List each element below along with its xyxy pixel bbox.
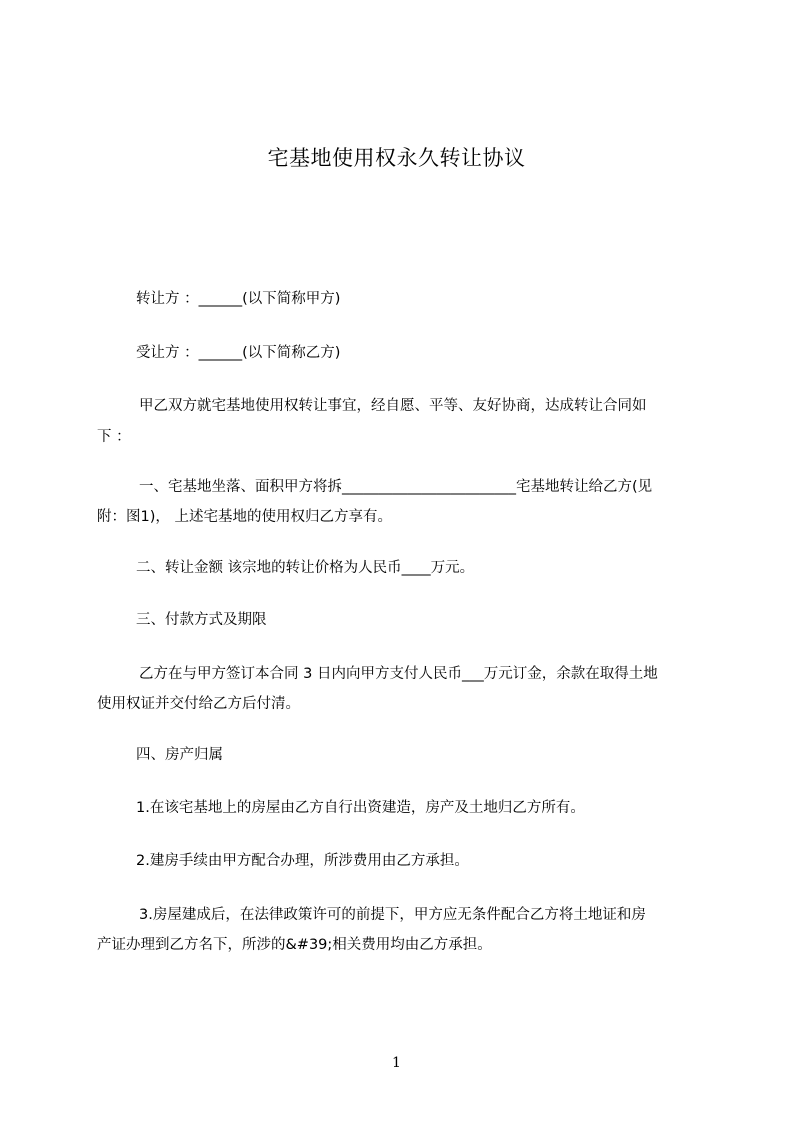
section3-heading: 三、付款方式及期限	[136, 612, 267, 628]
intro-paragraph-line-1: 甲乙双方就宅基地使用权转让事宜，经自愿、平等、友好协商，达成转让合同如	[139, 398, 647, 414]
section4-item-3-line-1: 3.房屋建成后，在法律政策许可的前提下，甲方应无条件配合乙方将土地证和房	[139, 907, 646, 923]
transferor-line: 转让方 ：______(以下简称甲方)	[136, 291, 341, 307]
section4-item-3-line-2: 产证办理到乙方名下，所涉的&#39;相关费用均由乙方承担。	[97, 937, 492, 953]
document-title: 宅基地使用权永久转让协议	[267, 146, 526, 170]
section3-line-2: 使用权证并交付给乙方后付清。	[97, 696, 300, 712]
section4-heading: 四、房产归属	[136, 747, 223, 763]
intro-paragraph-line-2: 下 ：	[97, 429, 131, 445]
section4-item-2: 2.建房手续由甲方配合办理，所涉费用由乙方承担。	[136, 853, 469, 869]
section1-line-2: 附：图1)， 上述宅基地的使用权归乙方享有。	[97, 509, 392, 525]
section4-item-1: 1.在该宅基地上的房屋由乙方自行出资建造，房产及土地归乙方所有。	[136, 800, 585, 816]
section1-line-1: 一、宅基地坐落、面积甲方将拆________________________宅基地转让给乙方(见	[139, 479, 653, 495]
transferee-line: 受让方 ：______(以下简称乙方)	[136, 345, 341, 361]
page-number: 1	[392, 1055, 401, 1071]
section2-line: 二、转让金额 该宗地的转让价格为人民币____万元。	[136, 560, 475, 576]
section3-line-1: 乙方在与甲方签订本合同 3 日内向甲方支付人民币___万元订金，余款在取得土地	[139, 666, 658, 682]
